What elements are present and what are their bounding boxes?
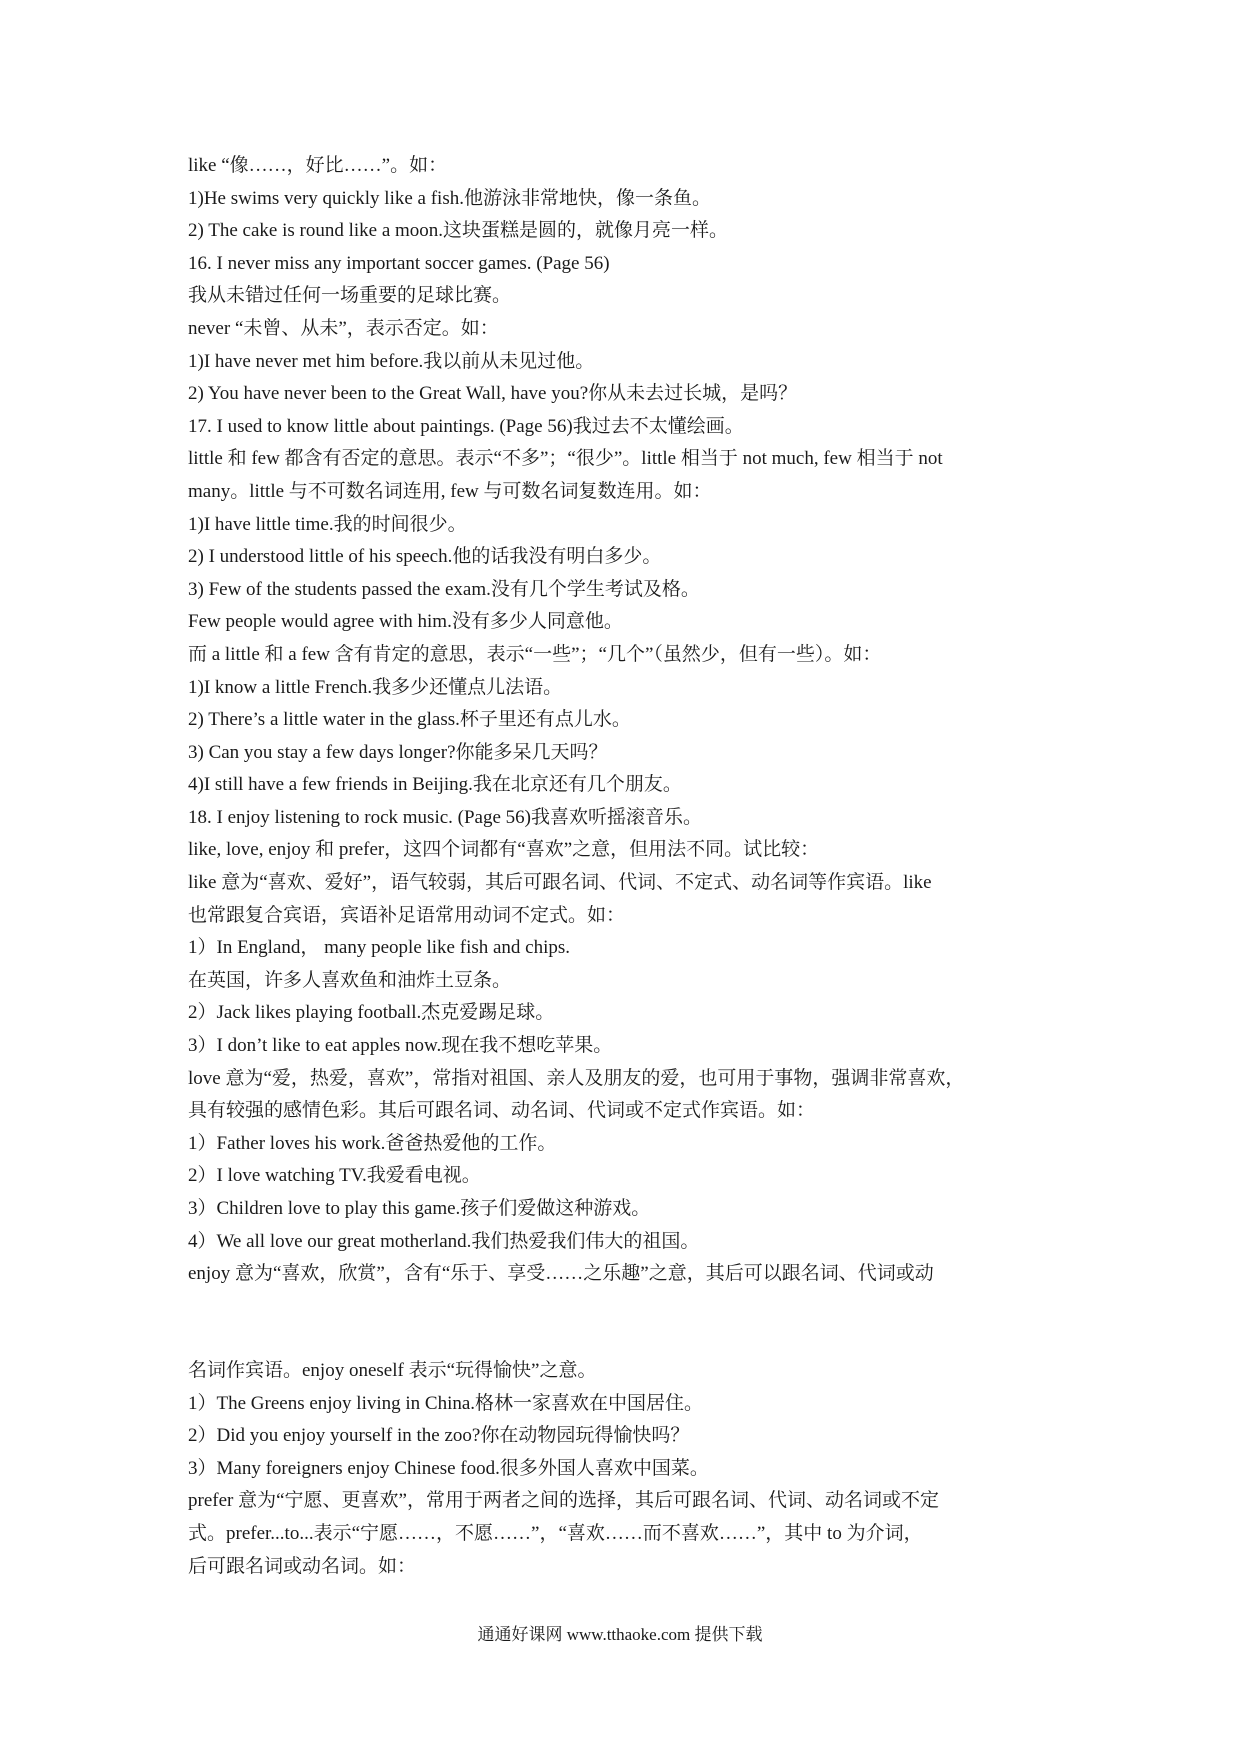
text-line: never “未曾、从未”，表示否定。如：	[188, 317, 499, 339]
text-line: 1）The Greens enjoy living in China.格林一家喜欢在中国居住。	[188, 1392, 704, 1414]
text-line: Few people would agree with him.没有多少人同意他。	[188, 611, 623, 633]
text-line: 4）We all love our great motherland.我们热爱我们伟大的祖国。	[188, 1230, 700, 1252]
text-line: 也常跟复合宾语，宾语补足语常用动词不定式。如：	[188, 904, 626, 926]
text-line: 后可跟名词或动名词。如：	[188, 1555, 417, 1577]
heading-18: 18. I enjoy listening to rock music. (Page 56)我喜欢听摇滚音乐。	[188, 806, 702, 828]
text-line: 2）Jack likes playing football.杰克爱踢足球。	[188, 1002, 555, 1024]
text-line: 3) Few of the students passed the exam.没有几个学生考试及格。	[188, 578, 700, 600]
text-line: 2) You have never been to the Great Wall, have you?你从未去过长城，是吗？	[188, 383, 798, 405]
text-line: 1）In England， many people like fish and chips.	[188, 937, 571, 959]
text-line: 1)He swims very quickly like a fish.他游泳非常地快，像一条鱼。	[188, 187, 711, 209]
text-line: 2) There’s a little water in the glass.杯子里还有点儿水。	[188, 709, 631, 731]
text-line: 3）Children love to play this game.孩子们爱做这种游戏。	[188, 1198, 651, 1219]
text-block-upper	[188, 150, 1068, 1291]
text-line: enjoy 意为“喜欢，欣赏”，含有“乐于、享受……之乐趣”之意，其后可以跟名词、代词或动	[188, 1263, 934, 1285]
text-line: 1)I have little time.我的时间很少。	[188, 513, 467, 535]
text-line: 式。prefer...to...表示“宁愿……，不愿……”，“喜欢……而不喜欢……”，其中 to 为介词，	[188, 1522, 923, 1544]
text-line: 2）Did you enjoy yourself in the zoo?你在动物园玩得愉快吗？	[188, 1425, 690, 1447]
text-line: 而 a little 和 a few 含有肯定的意思，表示“一些”；“几个”（虽然少，但有一些）。如：	[188, 643, 882, 665]
text-line: prefer 意为“宁愿、更喜欢”，常用于两者之间的选择，其后可跟名词、代词、动名词或不定	[188, 1490, 939, 1512]
text-line: little 和 few 都含有否定的意思。表示“不多”；“很少”。little 相当于 not much, few 相当于 not	[188, 448, 943, 470]
text-line: 名词作宾语。enjoy oneself 表示“玩得愉快”之意。	[188, 1360, 597, 1381]
heading-17: 17. I used to know little about paintings. (Page 56)我过去不太懂绘画。	[188, 415, 744, 437]
text-line: like “像……，好比……”。如：	[188, 155, 448, 176]
text-line: 2) The cake is round like a moon.这块蛋糕是圆的，就像月亮一样。	[188, 220, 729, 242]
page-footer: 通通好课网 www.tthaoke.com 提供下载	[477, 1625, 763, 1644]
text-line: love 意为“爱，热爱，喜欢”，常指对祖国、亲人及朋友的爱，也可用于事物，强调非常喜欢，	[188, 1067, 965, 1089]
text-line: 1)I know a little French.我多少还懂点儿法语。	[188, 676, 563, 698]
text-block-lower	[188, 1355, 1068, 1583]
text-line: 具有较强的感情色彩。其后可跟名词、动名词、代词或不定式作宾语。如：	[188, 1100, 816, 1122]
text-line: 2) I understood little of his speech.他的话我没有明白多少。	[188, 546, 662, 568]
text-line: 3) Can you stay a few days longer?你能多呆几天吗？	[188, 741, 608, 763]
text-line: 2）I love watching TV.我爱看电视。	[188, 1165, 481, 1187]
text-line: 在英国，许多人喜欢鱼和油炸土豆条。	[188, 969, 512, 991]
heading-16: 16. I never miss any important soccer games. (Page 56)	[188, 252, 610, 274]
text-line: 1)I have never met him before.我以前从未见过他。	[188, 350, 595, 372]
text-line: like 意为“喜欢、爱好”，语气较弱，其后可跟名词、代词、不定式、动名词等作宾语。like	[188, 872, 932, 894]
text-line: 3）Many foreigners enjoy Chinese food.很多外国人喜欢中国菜。	[188, 1457, 709, 1479]
text-line: 3）I don’t like to eat apples now.现在我不想吃苹果。	[188, 1035, 613, 1057]
text-line: many。little 与不可数名词连用, few 与可数名词复数连用。如：	[188, 480, 712, 502]
text-line: 4)I still have a few friends in Beijing.我在北京还有几个朋友。	[188, 774, 682, 796]
text-line: 1）Father loves his work.爸爸热爱他的工作。	[188, 1132, 557, 1154]
text-line: like, love, enjoy 和 prefer，这四个词都有“喜欢”之意，但用法不同。试比较：	[188, 839, 820, 861]
text-line: 我从未错过任何一场重要的足球比赛。	[188, 285, 512, 307]
